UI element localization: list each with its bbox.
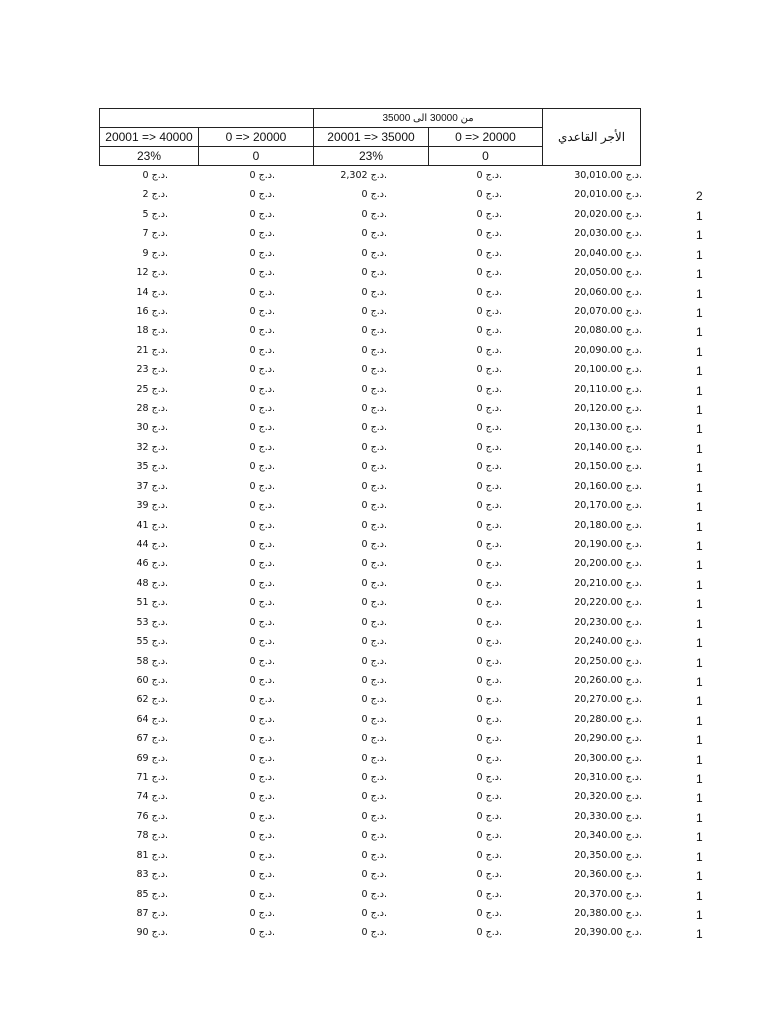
cell-range-20001-35000: 0 د.ج. — [361, 713, 387, 725]
cell-range-0-20000-a: 0 د.ج. — [249, 869, 275, 881]
row-index: 1 — [696, 577, 703, 592]
cell-range-0-20000-a: 0 د.ج. — [249, 480, 275, 492]
cell-range-0-20000-b: 0 د.ج. — [476, 500, 502, 512]
cell-range-0-20000-b: 0 د.ج. — [476, 325, 502, 337]
cell-range-0-20000-a: 0 د.ج. — [249, 830, 275, 842]
cell-range-0-20000-b: 0 د.ج. — [476, 616, 502, 628]
row-index: 1 — [696, 286, 703, 301]
cell-range-20001-35000: 0 د.ج. — [361, 247, 387, 259]
row-index: 1 — [696, 383, 703, 398]
cell-base-salary: 20,250.00 د.ج. — [574, 655, 642, 667]
cell-range-20001-40000: 60 د.ج. — [136, 674, 168, 686]
cell-range-0-20000-b: 0 د.ج. — [476, 519, 502, 531]
cell-base-salary: 20,150.00 د.ج. — [574, 461, 642, 473]
cell-range-0-20000-a: 0 د.ج. — [249, 538, 275, 550]
cell-range-20001-40000: 85 د.ج. — [136, 888, 168, 900]
cell-base-salary: 30,010.00 د.ج. — [574, 170, 642, 181]
row-index: 1 — [696, 422, 703, 437]
cell-range-20001-35000: 0 د.ج. — [361, 267, 387, 279]
cell-range-20001-35000: 0 د.ج. — [361, 772, 387, 784]
cell-range-20001-40000: 78 د.ج. — [136, 830, 168, 842]
cell-range-0-20000-b: 0 د.ج. — [476, 597, 502, 609]
rate-cell-4: 0 — [428, 146, 543, 166]
cell-range-0-20000-b: 0 د.ج. — [476, 422, 502, 434]
cell-range-0-20000-a: 0 د.ج. — [249, 597, 275, 609]
cell-range-0-20000-a: 0 د.ج. — [249, 189, 275, 201]
row-index: 2 — [696, 189, 703, 204]
row-index: 1 — [696, 733, 703, 748]
cell-range-20001-35000: 0 د.ج. — [361, 519, 387, 531]
row-index: 1 — [696, 267, 703, 282]
cell-range-0-20000-a: 0 د.ج. — [249, 694, 275, 706]
cell-range-0-20000-a: 0 د.ج. — [249, 208, 275, 220]
cell-base-salary: 20,110.00 د.ج. — [574, 383, 642, 395]
cell-range-0-20000-b: 0 د.ج. — [476, 577, 502, 589]
row-index: 1 — [696, 869, 703, 884]
cell-range-0-20000-b: 0 د.ج. — [476, 733, 502, 745]
cell-range-20001-40000: 87 د.ج. — [136, 907, 168, 919]
cell-range-0-20000-a: 0 د.ج. — [249, 713, 275, 725]
row-index: 1 — [696, 830, 703, 845]
cell-base-salary: 20,170.00 د.ج. — [574, 500, 642, 512]
cell-base-salary: 20,270.00 د.ج. — [574, 694, 642, 706]
cell-base-salary: 20,280.00 د.ج. — [574, 713, 642, 725]
cell-base-salary: 20,040.00 د.ج. — [574, 247, 642, 259]
cell-range-20001-40000: 32 د.ج. — [136, 441, 168, 453]
cell-range-20001-40000: 37 د.ج. — [136, 480, 168, 492]
cell-range-20001-40000: 62 د.ج. — [136, 694, 168, 706]
cell-base-salary: 20,310.00 د.ج. — [574, 772, 642, 784]
row-index: 1 — [696, 849, 703, 864]
cell-base-salary: 20,380.00 د.ج. — [574, 907, 642, 919]
row-index: 1 — [696, 441, 703, 456]
row-index: 1 — [696, 927, 703, 942]
cell-range-0-20000-a: 0 د.ج. — [249, 655, 275, 667]
cell-base-salary: 20,230.00 د.ج. — [574, 616, 642, 628]
cell-range-0-20000-a: 0 د.ج. — [249, 422, 275, 434]
cell-range-0-20000-a: 0 د.ج. — [249, 383, 275, 395]
cell-range-20001-40000: 18 د.ج. — [136, 325, 168, 337]
cell-range-0-20000-b: 0 د.ج. — [476, 694, 502, 706]
cell-base-salary: 20,090.00 د.ج. — [574, 344, 642, 356]
cell-range-0-20000-b: 0 د.ج. — [476, 907, 502, 919]
cell-base-salary: 20,160.00 د.ج. — [574, 480, 642, 492]
cell-range-0-20000-b: 0 د.ج. — [476, 927, 502, 939]
cell-range-20001-40000: 21 د.ج. — [136, 344, 168, 356]
row-index: 1 — [696, 558, 703, 573]
cell-range-0-20000-b: 0 د.ج. — [476, 674, 502, 686]
cell-range-20001-40000: 67 د.ج. — [136, 733, 168, 745]
range-header-1: 20001 => 40000 — [99, 127, 199, 147]
cell-base-salary: 20,060.00 د.ج. — [574, 286, 642, 298]
cell-range-20001-35000: 0 د.ج. — [361, 228, 387, 240]
cell-range-20001-35000: 0 د.ج. — [361, 558, 387, 570]
cell-range-0-20000-a: 0 د.ج. — [249, 636, 275, 648]
cell-base-salary: 20,210.00 د.ج. — [574, 577, 642, 589]
cell-range-0-20000-b: 0 د.ج. — [476, 228, 502, 240]
cell-base-salary: 20,320.00 د.ج. — [574, 791, 642, 803]
cell-range-20001-35000: 0 د.ج. — [361, 344, 387, 356]
cell-range-20001-35000: 0 د.ج. — [361, 888, 387, 900]
cell-range-20001-35000: 0 د.ج. — [361, 325, 387, 337]
cell-base-salary: 20,340.00 د.ج. — [574, 830, 642, 842]
cell-base-salary: 20,120.00 د.ج. — [574, 403, 642, 415]
group-header-right: من 30000 الى 35000 — [313, 108, 543, 128]
cell-range-0-20000-a: 0 د.ج. — [249, 810, 275, 822]
cell-range-20001-35000: 0 د.ج. — [361, 830, 387, 842]
cell-range-20001-35000: 0 د.ج. — [361, 655, 387, 667]
cell-range-20001-35000: 0 د.ج. — [361, 364, 387, 376]
cell-range-20001-40000: 9 د.ج. — [142, 247, 168, 259]
row-index: 1 — [696, 791, 703, 806]
row-index: 1 — [696, 519, 703, 534]
cell-base-salary: 20,300.00 د.ج. — [574, 752, 642, 764]
cell-base-salary: 20,100.00 د.ج. — [574, 364, 642, 376]
cell-base-salary: 20,220.00 د.ج. — [574, 597, 642, 609]
group-header-left — [99, 108, 314, 128]
cell-range-20001-40000: 53 د.ج. — [136, 616, 168, 628]
range-header-3: 20001 => 35000 — [313, 127, 429, 147]
cell-range-0-20000-a: 0 د.ج. — [249, 791, 275, 803]
cell-range-20001-35000: 0 د.ج. — [361, 810, 387, 822]
cell-base-salary: 20,070.00 د.ج. — [574, 305, 642, 317]
cell-range-20001-35000: 0 د.ج. — [361, 636, 387, 648]
row-index: 1 — [696, 636, 703, 651]
row-index: 1 — [696, 597, 703, 612]
cell-range-0-20000-b: 0 د.ج. — [476, 441, 502, 453]
cell-range-20001-35000: 0 د.ج. — [361, 422, 387, 434]
cell-range-0-20000-a: 0 د.ج. — [249, 441, 275, 453]
cell-range-0-20000-b: 0 د.ج. — [476, 364, 502, 376]
cell-range-0-20000-a: 0 د.ج. — [249, 247, 275, 259]
cell-range-0-20000-b: 0 د.ج. — [476, 403, 502, 415]
cell-range-0-20000-a: 0 د.ج. — [249, 577, 275, 589]
row-index: 1 — [696, 694, 703, 709]
cell-range-20001-40000: 76 د.ج. — [136, 810, 168, 822]
cell-range-0-20000-a: 0 د.ج. — [249, 228, 275, 240]
cell-range-20001-35000: 0 د.ج. — [361, 869, 387, 881]
row-index: 1 — [696, 305, 703, 320]
cell-range-20001-40000: 16 د.ج. — [136, 305, 168, 317]
cell-range-0-20000-b: 0 د.ج. — [476, 849, 502, 861]
cell-range-0-20000-a: 0 د.ج. — [249, 772, 275, 784]
cell-range-20001-40000: 30 د.ج. — [136, 422, 168, 434]
cell-range-20001-35000: 0 د.ج. — [361, 907, 387, 919]
cell-range-20001-40000: 7 د.ج. — [142, 228, 168, 240]
cell-range-20001-40000: 14 د.ج. — [136, 286, 168, 298]
cell-range-0-20000-b: 0 د.ج. — [476, 247, 502, 259]
cell-range-0-20000-a: 0 د.ج. — [249, 403, 275, 415]
cell-range-20001-40000: 28 د.ج. — [136, 403, 168, 415]
range-header-4: 0 => 20000 — [428, 127, 543, 147]
cell-range-20001-40000: 74 د.ج. — [136, 791, 168, 803]
row-index: 1 — [696, 810, 703, 825]
cell-range-20001-40000: 83 د.ج. — [136, 869, 168, 881]
cell-base-salary: 20,200.00 د.ج. — [574, 558, 642, 570]
cell-base-salary: 20,190.00 د.ج. — [574, 538, 642, 550]
cell-range-0-20000-b: 0 د.ج. — [476, 713, 502, 725]
cell-range-0-20000-b: 0 د.ج. — [476, 772, 502, 784]
cell-range-0-20000-b: 0 د.ج. — [476, 869, 502, 881]
row-index: 1 — [696, 364, 703, 379]
cell-range-0-20000-b: 0 د.ج. — [476, 558, 502, 570]
rate-cell-1: 23% — [99, 146, 199, 166]
cell-range-20001-40000: 12 د.ج. — [136, 267, 168, 279]
cell-range-0-20000-b: 0 د.ج. — [476, 305, 502, 317]
cell-range-0-20000-b: 0 د.ج. — [476, 383, 502, 395]
cell-range-0-20000-b: 0 د.ج. — [476, 480, 502, 492]
cell-range-20001-40000: 23 د.ج. — [136, 364, 168, 376]
cell-range-0-20000-a: 0 د.ج. — [249, 461, 275, 473]
cell-range-0-20000-a: 0 د.ج. — [249, 558, 275, 570]
row-index: 1 — [696, 713, 703, 728]
cell-range-20001-35000: 0 د.ج. — [361, 383, 387, 395]
cell-range-20001-40000: 5 د.ج. — [142, 208, 168, 220]
cell-range-0-20000-b: 0 د.ج. — [476, 461, 502, 473]
cell-range-20001-40000: 69 د.ج. — [136, 752, 168, 764]
cell-range-0-20000-a: 0 د.ج. — [249, 500, 275, 512]
cell-base-salary: 20,370.00 د.ج. — [574, 888, 642, 900]
cell-range-20001-35000: 0 د.ج. — [361, 616, 387, 628]
cell-range-20001-40000: 41 د.ج. — [136, 519, 168, 531]
row-index: 1 — [696, 461, 703, 476]
row-index: 1 — [696, 247, 703, 262]
cell-range-20001-35000: 0 د.ج. — [361, 305, 387, 317]
cell-range-20001-40000: 81 د.ج. — [136, 849, 168, 861]
cell-range-20001-35000: 0 د.ج. — [361, 208, 387, 220]
cell-range-0-20000-a: 0 د.ج. — [249, 674, 275, 686]
cell-range-20001-35000: 0 د.ج. — [361, 500, 387, 512]
rate-cell-3: 23% — [313, 146, 429, 166]
cell-range-20001-40000: 2 د.ج. — [142, 189, 168, 201]
cell-base-salary: 20,050.00 د.ج. — [574, 267, 642, 279]
row-index: 1 — [696, 616, 703, 631]
cell-range-20001-40000: 35 د.ج. — [136, 461, 168, 473]
cell-range-0-20000-a: 0 د.ج. — [249, 616, 275, 628]
cell-range-20001-40000: 90 د.ج. — [136, 927, 168, 939]
rate-cell-2: 0 — [198, 146, 314, 166]
cell-range-0-20000-a: 0 د.ج. — [249, 325, 275, 337]
cell-range-20001-35000: 0 د.ج. — [361, 733, 387, 745]
cell-range-0-20000-b: 0 د.ج. — [476, 208, 502, 220]
cell-range-20001-40000: 44 د.ج. — [136, 538, 168, 550]
cell-base-salary: 20,020.00 د.ج. — [574, 208, 642, 220]
cell-range-20001-35000: 0 د.ج. — [361, 791, 387, 803]
cell-range-0-20000-b: 0 د.ج. — [476, 286, 502, 298]
cell-range-0-20000-b: 0 د.ج. — [476, 636, 502, 648]
cell-range-20001-35000: 0 د.ج. — [361, 461, 387, 473]
cell-base-salary: 20,140.00 د.ج. — [574, 441, 642, 453]
cell-range-20001-35000: 0 د.ج. — [361, 674, 387, 686]
cell-base-salary: 20,360.00 د.ج. — [574, 869, 642, 881]
cell-base-salary: 20,260.00 د.ج. — [574, 674, 642, 686]
cell-base-salary: 20,390.00 د.ج. — [574, 927, 642, 939]
row-index: 1 — [696, 228, 703, 243]
cell-range-0-20000-a: 0 د.ج. — [249, 305, 275, 317]
cell-base-salary: 20,350.00 د.ج. — [574, 849, 642, 861]
cell-base-salary: 20,180.00 د.ج. — [574, 519, 642, 531]
cell-base-salary: 20,290.00 د.ج. — [574, 733, 642, 745]
cell-range-20001-40000: 55 د.ج. — [136, 636, 168, 648]
cell-range-0-20000-b: 0 د.ج. — [476, 189, 502, 201]
cell-range-20001-35000: 0 د.ج. — [361, 927, 387, 939]
cell-range-0-20000-a: 0 د.ج. — [249, 927, 275, 939]
cell-range-20001-35000: 0 د.ج. — [361, 286, 387, 298]
cell-range-20001-35000: 0 د.ج. — [361, 694, 387, 706]
row-index: 1 — [696, 772, 703, 787]
cell-range-0-20000-b: 0 د.ج. — [476, 170, 502, 181]
row-index: 1 — [696, 674, 703, 689]
cell-base-salary: 20,080.00 د.ج. — [574, 325, 642, 337]
cell-base-salary: 20,330.00 د.ج. — [574, 810, 642, 822]
row-index: 1 — [696, 500, 703, 515]
cell-range-20001-35000: 0 د.ج. — [361, 597, 387, 609]
cell-range-0-20000-a: 0 د.ج. — [249, 170, 275, 181]
row-index: 1 — [696, 344, 703, 359]
cell-range-20001-35000: 0 د.ج. — [361, 849, 387, 861]
row-index: 1 — [696, 325, 703, 340]
cell-range-20001-35000: 0 د.ج. — [361, 538, 387, 550]
cell-range-0-20000-b: 0 د.ج. — [476, 538, 502, 550]
row-index: 1 — [696, 480, 703, 495]
cell-range-0-20000-b: 0 د.ج. — [476, 810, 502, 822]
cell-range-0-20000-a: 0 د.ج. — [249, 286, 275, 298]
cell-range-20001-35000: 0 د.ج. — [361, 577, 387, 589]
cell-range-20001-40000: 64 د.ج. — [136, 713, 168, 725]
cell-range-0-20000-b: 0 د.ج. — [476, 830, 502, 842]
cell-range-20001-40000: 46 د.ج. — [136, 558, 168, 570]
cell-range-20001-35000: 0 د.ج. — [361, 189, 387, 201]
cell-range-20001-40000: 0 د.ج. — [142, 170, 168, 181]
cell-range-20001-35000: 0 د.ج. — [361, 752, 387, 764]
cell-range-0-20000-a: 0 د.ج. — [249, 344, 275, 356]
cell-range-0-20000-b: 0 د.ج. — [476, 791, 502, 803]
cell-range-20001-35000: 0 د.ج. — [361, 403, 387, 415]
cell-range-20001-40000: 51 د.ج. — [136, 597, 168, 609]
row-index: 1 — [696, 907, 703, 922]
cell-range-0-20000-a: 0 د.ج. — [249, 364, 275, 376]
cell-range-0-20000-a: 0 د.ج. — [249, 733, 275, 745]
cell-range-20001-40000: 71 د.ج. — [136, 772, 168, 784]
cell-range-20001-35000: 0 د.ج. — [361, 480, 387, 492]
cell-range-0-20000-a: 0 د.ج. — [249, 849, 275, 861]
cell-range-0-20000-b: 0 د.ج. — [476, 655, 502, 667]
cell-base-salary: 20,240.00 د.ج. — [574, 636, 642, 648]
base-salary-header: الأجر القاعدي — [542, 108, 641, 166]
cell-range-0-20000-b: 0 د.ج. — [476, 752, 502, 764]
cell-range-20001-35000: 0 د.ج. — [361, 441, 387, 453]
row-index: 1 — [696, 403, 703, 418]
row-index: 1 — [696, 538, 703, 553]
row-index: 1 — [696, 888, 703, 903]
cell-range-0-20000-b: 0 د.ج. — [476, 888, 502, 900]
cell-range-0-20000-a: 0 د.ج. — [249, 752, 275, 764]
cell-base-salary: 20,010.00 د.ج. — [574, 189, 642, 201]
row-index: 1 — [696, 655, 703, 670]
cell-range-20001-40000: 48 د.ج. — [136, 577, 168, 589]
cell-range-20001-40000: 39 د.ج. — [136, 500, 168, 512]
row-index: 1 — [696, 752, 703, 767]
cell-base-salary: 20,030.00 د.ج. — [574, 228, 642, 240]
cell-range-0-20000-a: 0 د.ج. — [249, 519, 275, 531]
cell-base-salary: 20,130.00 د.ج. — [574, 422, 642, 434]
cell-range-20001-35000: 2,302 د.ج. — [340, 170, 387, 181]
cell-range-0-20000-a: 0 د.ج. — [249, 907, 275, 919]
cell-range-0-20000-b: 0 د.ج. — [476, 267, 502, 279]
cell-range-20001-40000: 25 د.ج. — [136, 383, 168, 395]
range-header-2: 0 => 20000 — [198, 127, 314, 147]
cell-range-0-20000-a: 0 د.ج. — [249, 888, 275, 900]
row-index: 1 — [696, 208, 703, 223]
cell-range-20001-40000: 58 د.ج. — [136, 655, 168, 667]
cell-range-0-20000-a: 0 د.ج. — [249, 267, 275, 279]
cell-range-0-20000-b: 0 د.ج. — [476, 344, 502, 356]
